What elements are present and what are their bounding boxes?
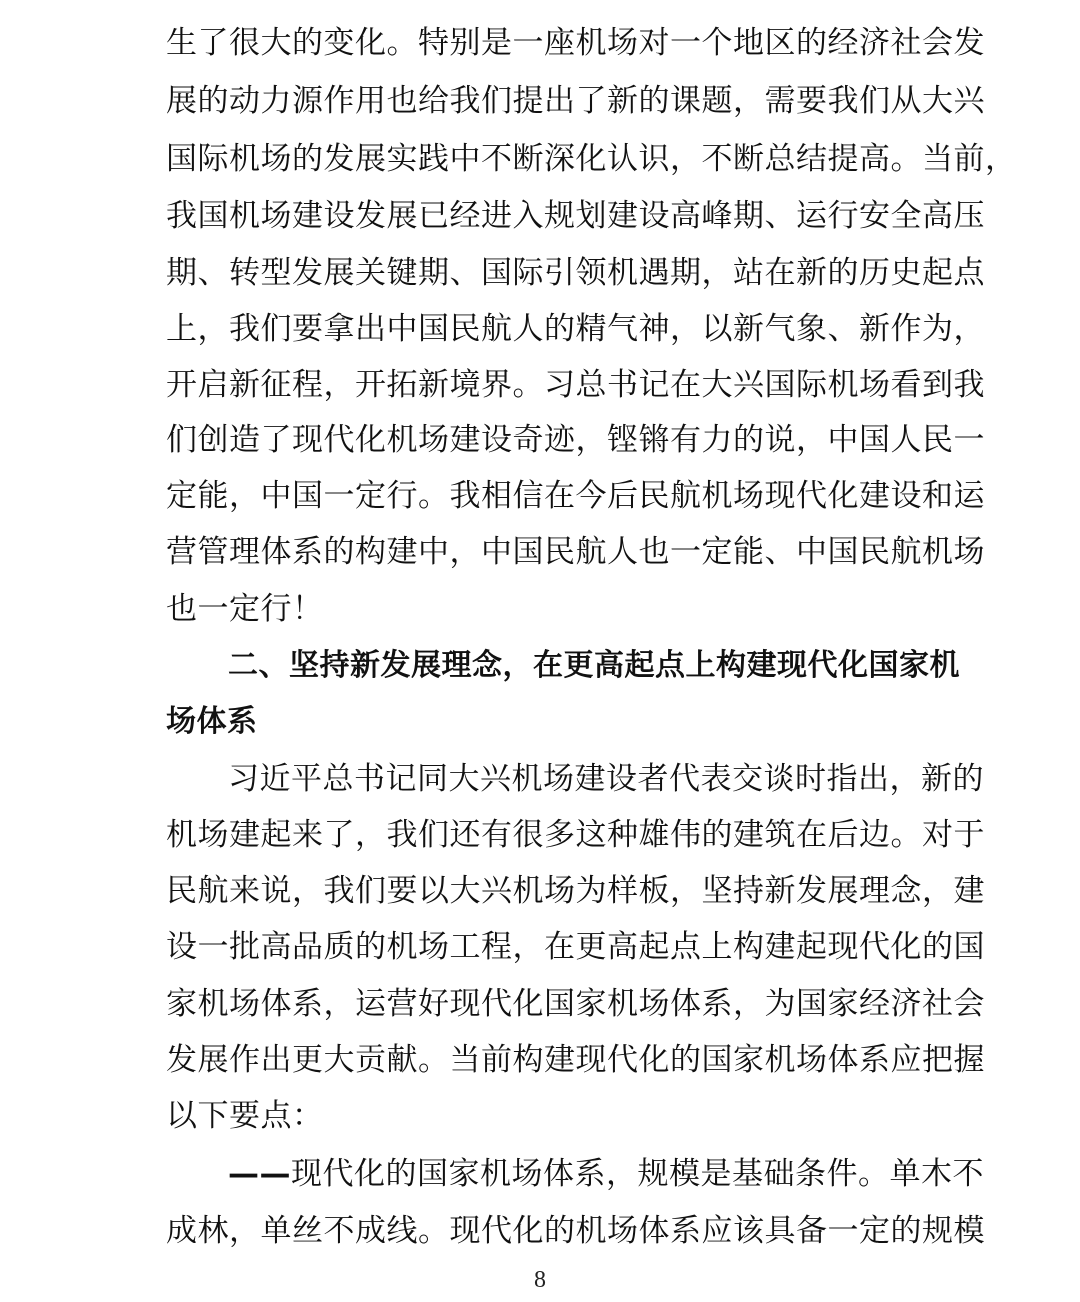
paragraph-line: 营管理体系的构建中，中国民航人也一定能、中国民航机场	[166, 534, 985, 570]
paragraph-line: 展的动力源作用也给我们提出了新的课题，需要我们从大兴	[166, 83, 985, 119]
paragraph-line: 我国机场建设发展已经进入规划建设高峰期、运行安全高压	[166, 198, 985, 234]
paragraph-line: 发展作出更大贡献。当前构建现代化的国家机场体系应把握	[166, 1042, 985, 1078]
paragraph-line: 成林，单丝不成线。现代化的机场体系应该具备一定的规模	[166, 1213, 985, 1249]
paragraph-line: 民航来说，我们要以大兴机场为样板，坚持新发展理念，建	[166, 873, 985, 909]
paragraph-line: 设一批高品质的机场工程，在更高起点上构建起现代化的国	[166, 929, 985, 965]
paragraph-line: 定能，中国一定行。我相信在今后民航机场现代化建设和运	[166, 478, 985, 514]
page-number: 8	[534, 1267, 546, 1293]
em-dash: ——	[228, 1156, 291, 1192]
section-heading: 二、坚持新发展理念，在更高起点上构建现代化国家机	[228, 648, 960, 683]
paragraph-line: 开启新征程，开拓新境界。习总书记在大兴国际机场看到我	[166, 367, 985, 403]
paragraph-line: 以下要点：	[166, 1098, 324, 1134]
paragraph-line: 习近平总书记同大兴机场建设者代表交谈时指出，新的	[228, 761, 984, 797]
paragraph-line: 期、转型发展关键期、国际引领机遇期，站在新的历史起点	[166, 255, 985, 291]
paragraph-line: 家机场体系，运营好现代化国家机场体系，为国家经济社会	[166, 986, 985, 1022]
paragraph-line: 也一定行！	[166, 591, 324, 627]
paragraph-line: 们创造了现代化机场建设奇迹，铿锵有力的说，中国人民一	[166, 422, 985, 458]
paragraph-line: 机场建起来了，我们还有很多这种雄伟的建筑在后边。对于	[166, 817, 985, 853]
section-heading: 场体系	[166, 704, 258, 739]
paragraph-line: 上，我们要拿出中国民航人的精气神，以新气象、新作为，	[166, 311, 985, 347]
paragraph-text: 现代化的国家机场体系，规模是基础条件。单木不	[291, 1156, 984, 1192]
paragraph-line: 生了很大的变化。特别是一座机场对一个地区的经济社会发	[166, 25, 985, 61]
paragraph-line	[228, 1145, 984, 1203]
paragraph-line: 国际机场的发展实践中不断深化认识，不断总结提高。当前，	[166, 141, 1017, 177]
